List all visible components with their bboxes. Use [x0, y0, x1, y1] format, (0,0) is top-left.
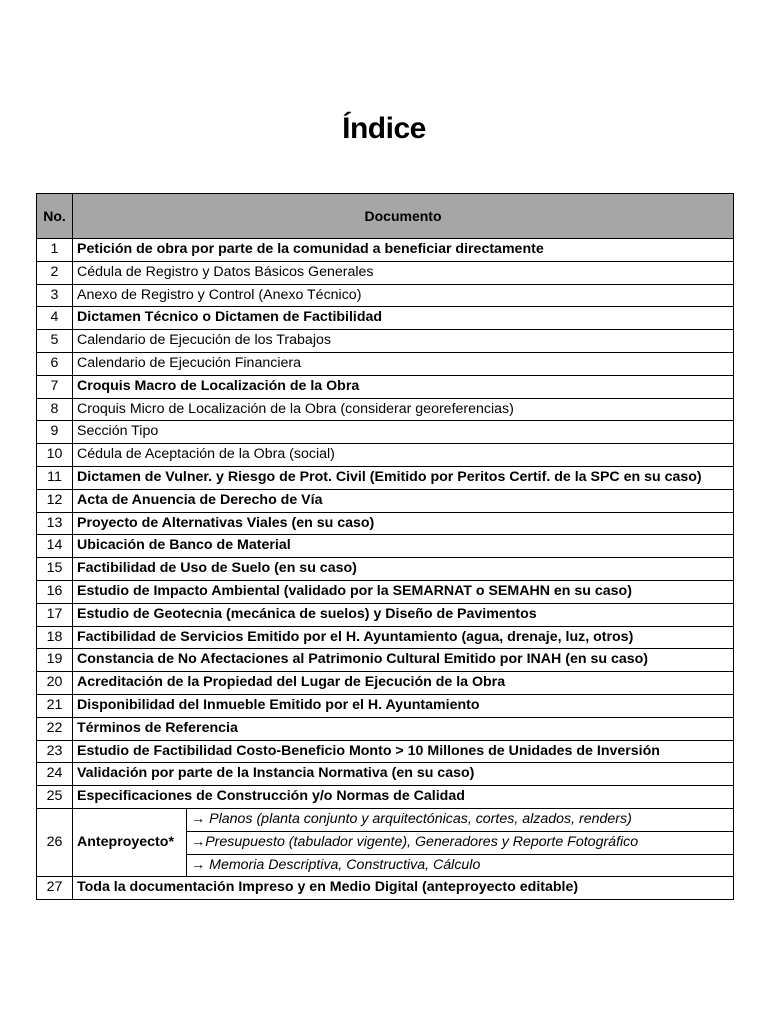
row-document: Calendario de Ejecución de los Trabajos	[73, 330, 734, 353]
row-number: 13	[37, 512, 73, 535]
table-row	[37, 352, 734, 375]
table-row	[37, 261, 734, 284]
row-number: 23	[37, 740, 73, 763]
row-document: Cédula de Aceptación de la Obra (social)	[73, 444, 734, 467]
table-row	[37, 421, 734, 444]
table-row-26	[37, 808, 734, 831]
row-document: Petición de obra por parte de la comunidad a beneficiar directamente	[73, 239, 734, 262]
row-document: Estudio de Impacto Ambiental (validado por la SEMARNAT o SEMAHN en su caso)	[73, 580, 734, 603]
row-number: 14	[37, 535, 73, 558]
table-header-row	[37, 194, 734, 239]
index-table	[36, 193, 734, 900]
row-number: 8	[37, 398, 73, 421]
table-row	[37, 558, 734, 581]
table-row	[37, 626, 734, 649]
row-document: Factibilidad de Uso de Suelo (en su caso)	[73, 558, 734, 581]
anteproyecto-item: →Presupuesto (tabulador vigente), Generadores y Reporte Fotográfico	[187, 831, 734, 854]
row-document: Croquis Macro de Localización de la Obra	[73, 375, 734, 398]
page-title: Índice	[342, 112, 426, 145]
table-body	[37, 239, 734, 900]
row-number: 2	[37, 261, 73, 284]
row-number: 27	[37, 877, 73, 900]
table-row	[37, 330, 734, 353]
row-document: Cédula de Registro y Datos Básicos Generales	[73, 261, 734, 284]
row-number: 4	[37, 307, 73, 330]
row-document: Disponibilidad del Inmueble Emitido por el H. Ayuntamiento	[73, 694, 734, 717]
row-number: 11	[37, 466, 73, 489]
row-number: 3	[37, 284, 73, 307]
row-document: Dictamen de Vulner. y Riesgo de Prot. Civil (Emitido por Peritos Certif. de la SPC en su caso)	[73, 466, 734, 489]
row-document: Sección Tipo	[73, 421, 734, 444]
table-row	[37, 649, 734, 672]
row-document: Acreditación de la Propiedad del Lugar de Ejecución de la Obra	[73, 672, 734, 695]
table-row	[37, 375, 734, 398]
table-row	[37, 489, 734, 512]
row-number: 18	[37, 626, 73, 649]
table-row	[37, 694, 734, 717]
row-number: 15	[37, 558, 73, 581]
row-number: 24	[37, 763, 73, 786]
row-number: 26	[37, 808, 73, 876]
row-document: Constancia de No Afectaciones al Patrimonio Cultural Emitido por INAH (en su caso)	[73, 649, 734, 672]
table-row	[37, 444, 734, 467]
row-document: Estudio de Geotecnia (mecánica de suelos) y Diseño de Pavimentos	[73, 603, 734, 626]
row-number: 7	[37, 375, 73, 398]
table-row	[37, 603, 734, 626]
table-row	[37, 717, 734, 740]
row-number: 21	[37, 694, 73, 717]
anteproyecto-label: Anteproyecto*	[73, 808, 187, 876]
row-document: Estudio de Factibilidad Costo-Beneficio Monto > 10 Millones de Unidades de Inversión	[73, 740, 734, 763]
row-number: 1	[37, 239, 73, 262]
row-number: 22	[37, 717, 73, 740]
table-row	[37, 284, 734, 307]
row-document: Calendario de Ejecución Financiera	[73, 352, 734, 375]
row-document: Croquis Micro de Localización de la Obra (considerar georeferencias)	[73, 398, 734, 421]
row-document: Términos de Referencia	[73, 717, 734, 740]
table-row-27	[37, 877, 734, 900]
table-row	[37, 398, 734, 421]
header-no: No.	[37, 194, 73, 239]
row-number: 17	[37, 603, 73, 626]
table-row	[37, 580, 734, 603]
table-row	[37, 512, 734, 535]
table-row	[37, 786, 734, 809]
row-number: 5	[37, 330, 73, 353]
header-document: Documento	[73, 194, 734, 239]
table-row	[37, 740, 734, 763]
table-row	[37, 466, 734, 489]
row-number: 25	[37, 786, 73, 809]
row-document: Proyecto de Alternativas Viales (en su caso)	[73, 512, 734, 535]
row-document: Dictamen Técnico o Dictamen de Factibilidad	[73, 307, 734, 330]
row-number: 20	[37, 672, 73, 695]
table-row	[37, 763, 734, 786]
table-row	[37, 307, 734, 330]
table-row	[37, 535, 734, 558]
row-number: 9	[37, 421, 73, 444]
row-document: Factibilidad de Servicios Emitido por el H. Ayuntamiento (agua, drenaje, luz, otros)	[73, 626, 734, 649]
row-number: 19	[37, 649, 73, 672]
table-row	[37, 239, 734, 262]
row-document: Acta de Anuencia de Derecho de Vía	[73, 489, 734, 512]
row-document: Especificaciones de Construcción y/o Normas de Calidad	[73, 786, 734, 809]
anteproyecto-item: → Planos (planta conjunto y arquitectónicas, cortes, alzados, renders)	[187, 808, 734, 831]
row-document: Anexo de Registro y Control (Anexo Técnico)	[73, 284, 734, 307]
anteproyecto-item: → Memoria Descriptiva, Constructiva, Cálculo	[187, 854, 734, 877]
row-number: 6	[37, 352, 73, 375]
row-document: Toda la documentación Impreso y en Medio Digital (anteproyecto editable)	[73, 877, 734, 900]
row-number: 10	[37, 444, 73, 467]
row-document: Validación por parte de la Instancia Normativa (en su caso)	[73, 763, 734, 786]
row-document: Ubicación de Banco de Material	[73, 535, 734, 558]
row-number: 12	[37, 489, 73, 512]
row-number: 16	[37, 580, 73, 603]
table-row	[37, 672, 734, 695]
